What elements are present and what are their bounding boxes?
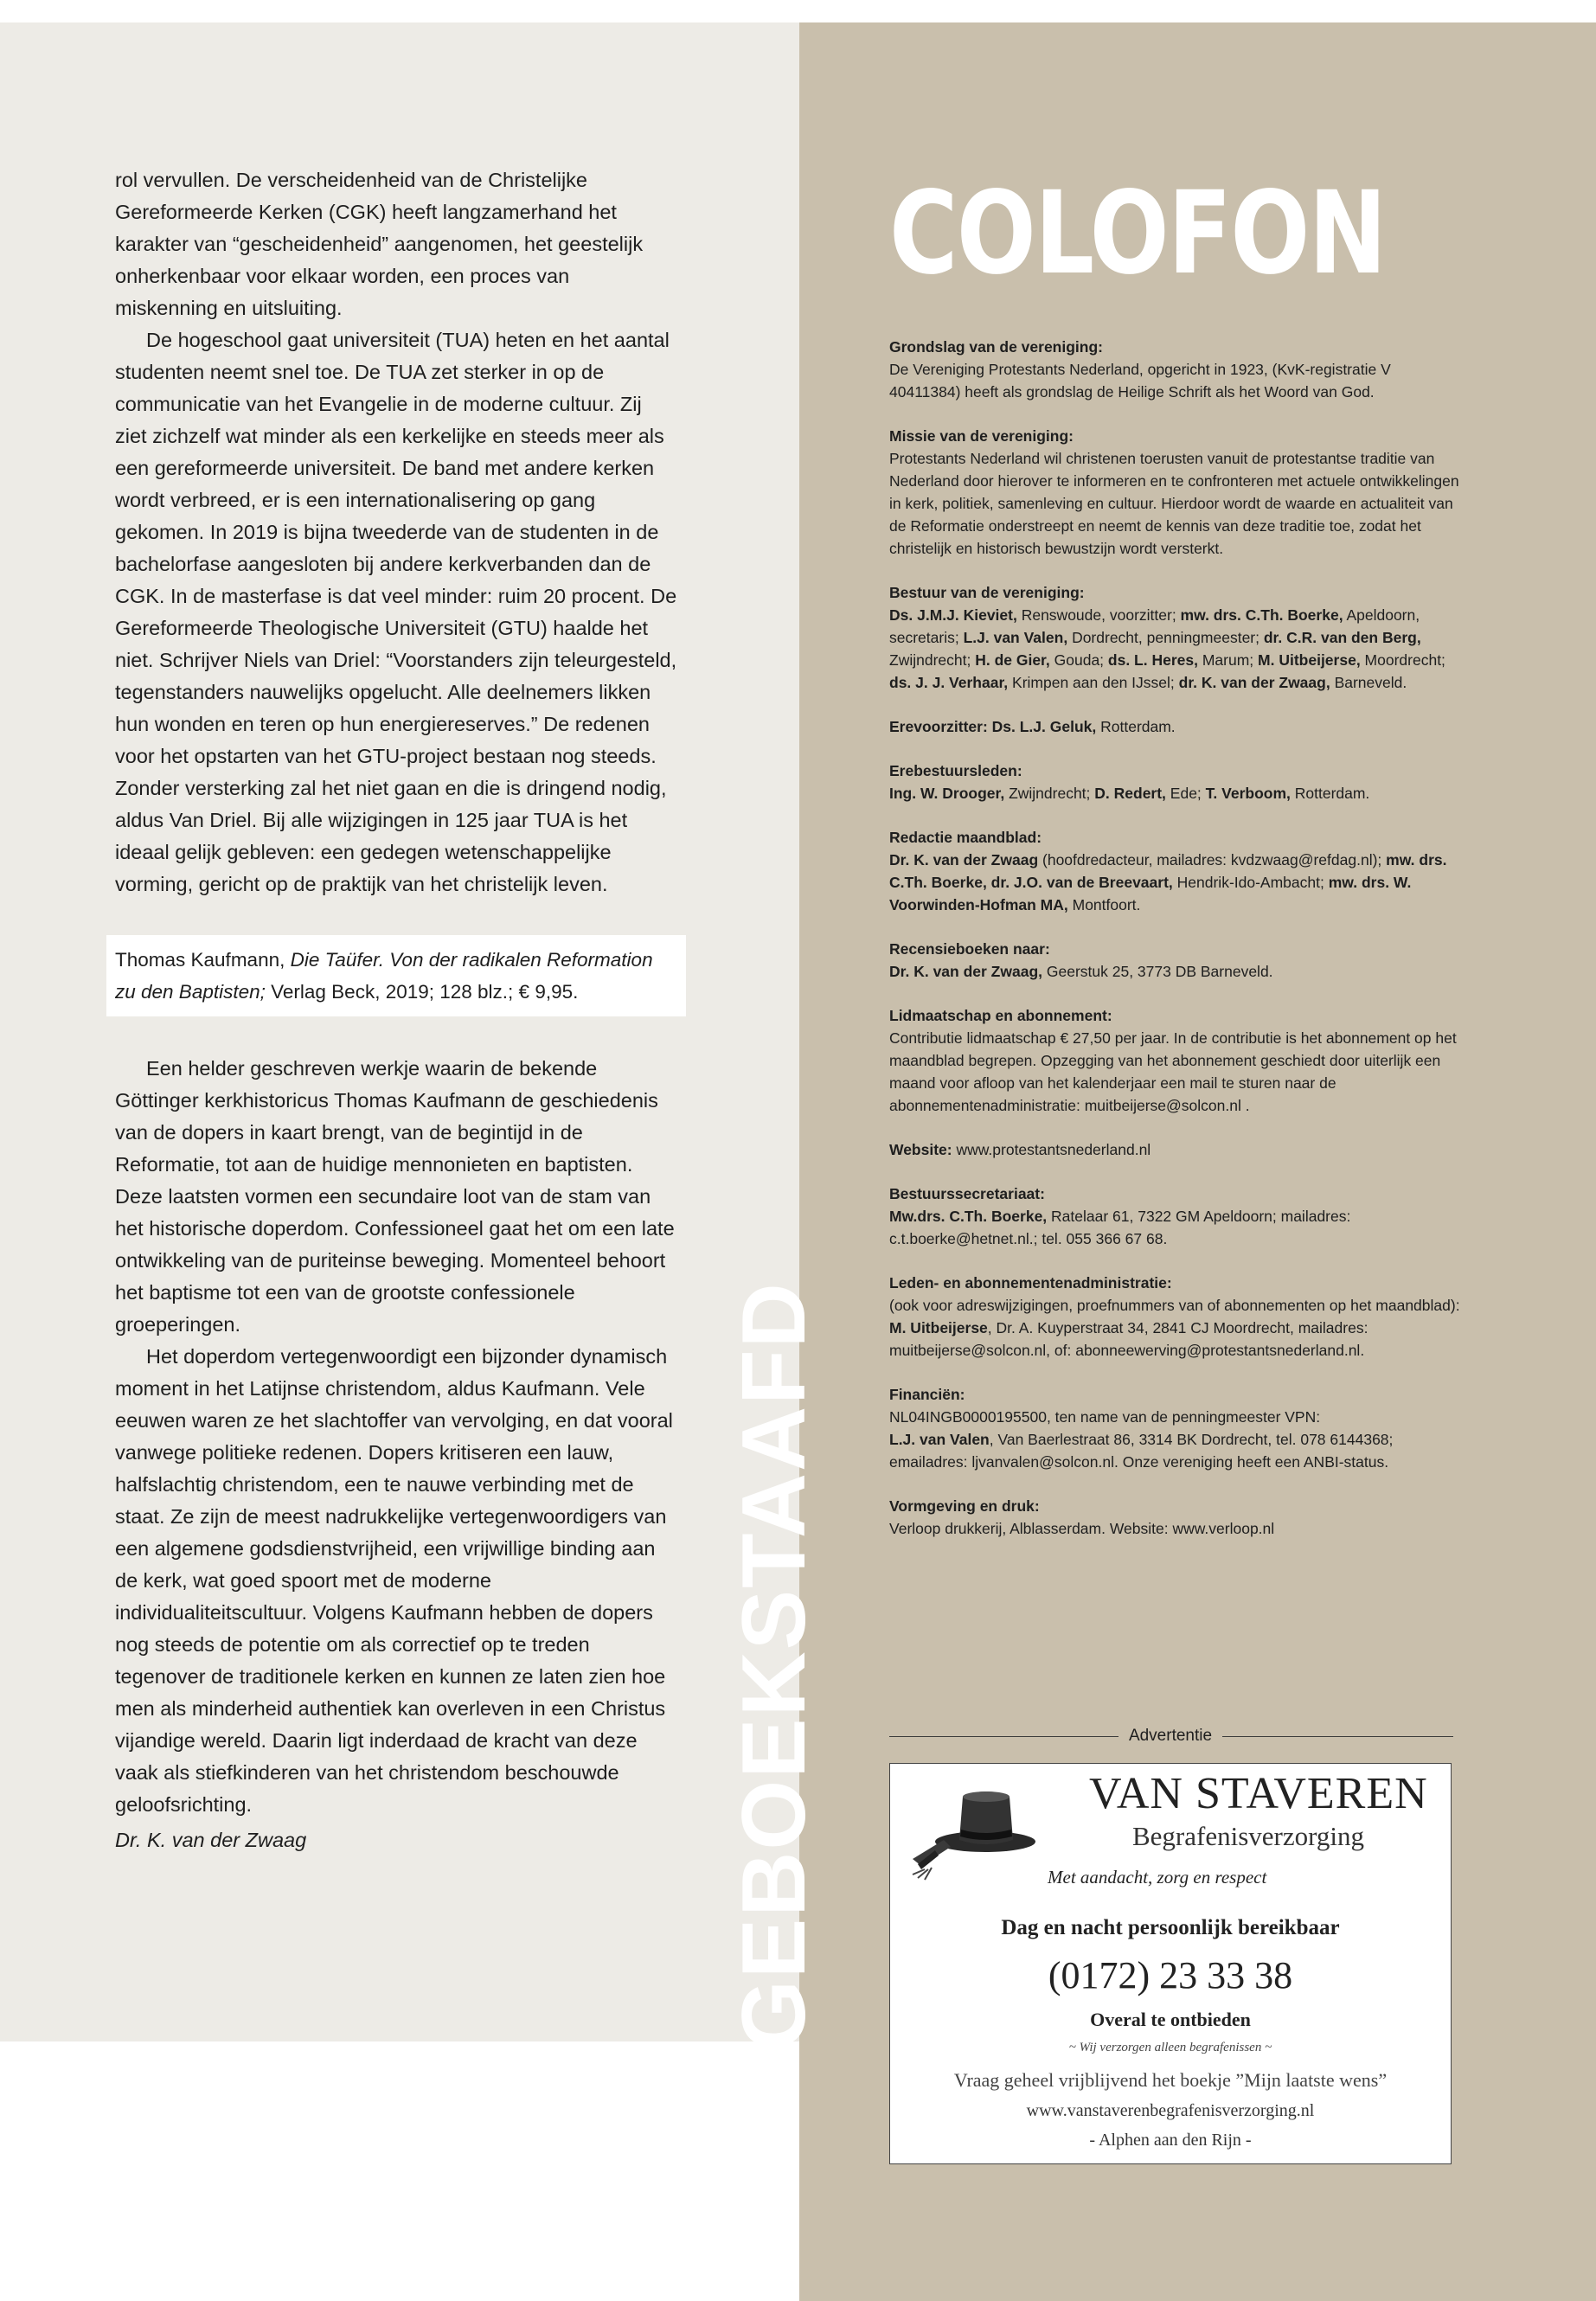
person-name: mw. drs. W. Voorwinden-Hofman MA, bbox=[889, 874, 1412, 913]
article-column bbox=[115, 164, 677, 1856]
book-author: Thomas Kaufmann, bbox=[115, 949, 291, 971]
article-paragraph: rol vervullen. De verscheidenheid van de Christelijke Gereformeerde Kerken (CGK) heeft langzamerhand het karakter van “gescheidenheid” aangenomen, het geestelijk onherkenbaar voor elkaar worden, een proces van miskenning en uitsluiting. bbox=[115, 169, 644, 319]
colofon-secretariaat bbox=[889, 1183, 1460, 1250]
colofon-grondslag bbox=[889, 336, 1460, 403]
person-name: Ds. L.J. Geluk, bbox=[991, 718, 1097, 735]
colofon-redactie bbox=[889, 826, 1460, 916]
person-name: L.J. van Valen, bbox=[963, 629, 1068, 646]
person-details: Montfoort. bbox=[1067, 896, 1141, 913]
person-name: Dr. K. van der Zwaag bbox=[889, 851, 1039, 868]
person-name: Ing. W. Drooger, bbox=[889, 785, 1005, 802]
person-name: dr. C.R. van den Berg, bbox=[1263, 629, 1421, 646]
section-heading: Vormgeving en druk: bbox=[889, 1497, 1040, 1515]
advertisement-label: Advertentie bbox=[1128, 1727, 1213, 1745]
review-signature: Dr. K. van der Zwaag bbox=[115, 1829, 307, 1851]
colofon-druk bbox=[889, 1495, 1460, 1540]
person-name: mw. drs. C.Th. Boerke, dr. J.O. van de Breevaart, bbox=[889, 851, 1447, 891]
section-heading: Grondslag van de vereniging: bbox=[889, 338, 1103, 356]
availability-text: Dag en nacht persoonlijk bereikbaar bbox=[1001, 1916, 1340, 1939]
service-note: ~ Wij verzorgen alleen begrafenissen ~ bbox=[1068, 2041, 1272, 2054]
review-paragraph: Het doperdom vertegenwoordigt een bijzonder dynamisch moment in het Latijnse christendom, aldus Kaufmann. Vele eeuwen waren ze het slachtoffer van vervolging, en dat vooral vanwege politieke redenen. Dopers kritiseren een lauw, halfslachtig christendom, een te nauwe verbinding met de staat. Ze zijn de meest nadrukkelijke vertegenwoordigers van een algemene godsdienstvrijheid, een vrijwillige binding aan de kerk, wat goed spoort met de moderne individualiteitscultuur. Volgens Kaufmann hebben de dopers nog steeds de potentie om als correctief op te treden tegenover de traditionele kerken en kunnen ze laten zien hoe men als minderheid authentiek kan overleven in een Christus vijandige wereld. Daarin ligt inderdaad de kracht van deze vaak als stiefkinderen van het christendom beschouwde geloofsrichting. bbox=[115, 1345, 673, 1816]
section-heading: Financiën: bbox=[889, 1386, 965, 1403]
person-details: Rotterdam. bbox=[1290, 785, 1370, 802]
section-heading: Leden- en abonnementenadministratie: bbox=[889, 1274, 1172, 1292]
person-name: Mw.drs. C.Th. Boerke, bbox=[889, 1208, 1048, 1225]
board-members bbox=[889, 606, 1445, 691]
divider bbox=[1222, 1736, 1453, 1737]
person-name: M. Uitbeijerse, bbox=[1258, 651, 1361, 669]
colofon-title: COLOFON bbox=[889, 167, 1386, 300]
section-text: Contributie lidmaatschap € 27,50 per jaar. In de contributie is het abonnement op het maandblad begrepen. Opzegging van het abonnement geschiedt door uiterlijk een maand voor afloop van het kalenderjaar een mail te sturen naar de abonnementenadministratie: muitbeijerse@solcon.nl . bbox=[889, 1029, 1457, 1114]
person-name: ds. L. Heres, bbox=[1107, 651, 1198, 669]
address: Geerstuk 25, 3773 DB Barneveld. bbox=[1042, 963, 1273, 980]
colofon bbox=[889, 336, 1460, 1561]
top-hat-icon bbox=[909, 1779, 1039, 1883]
section-heading: Lidmaatschap en abonnement: bbox=[889, 1007, 1112, 1024]
section-heading: Missie van de vereniging: bbox=[889, 427, 1074, 445]
person-details: Barneveld. bbox=[1330, 674, 1407, 691]
honorary-members bbox=[889, 785, 1369, 802]
colofon-lidmaatschap bbox=[889, 1004, 1460, 1117]
person-place: Rotterdam. bbox=[1096, 718, 1176, 735]
colofon-financien bbox=[889, 1383, 1460, 1473]
person-name: Ds. J.M.J. Kieviet, bbox=[889, 606, 1017, 624]
advertisement bbox=[889, 1763, 1452, 2164]
section-heading: Erevoorzitter: bbox=[889, 718, 992, 735]
section-heading: Recensieboeken naar: bbox=[889, 940, 1050, 958]
person-details: Moordrecht; bbox=[1360, 651, 1445, 669]
address: , Van Baerlestraat 86, 3314 BK Dordrecht, tel. 078 6144368; emailadres: ljvanvalen@solcon.nl. Onze vereniging heeft een ANBI-status. bbox=[889, 1431, 1394, 1471]
person-name: H. de Gier, bbox=[975, 651, 1050, 669]
advertisement-label-row bbox=[889, 1723, 1453, 1749]
person-details: Renswoude, voorzitter; bbox=[1016, 606, 1181, 624]
colofon-bestuur bbox=[889, 581, 1460, 694]
person-details: Dordrecht, penningmeester; bbox=[1067, 629, 1264, 646]
bank-account: NL04INGB0000195500, ten name van de penningmeester VPN: bbox=[889, 1408, 1321, 1426]
section-text: De Vereniging Protestants Nederland, opgericht in 1923, (KvK-registratie V 40411384) heeft als grondslag de Heilige Schrift als het Woord van God. bbox=[889, 361, 1391, 401]
person-name: M. Uitbeijerse bbox=[889, 1319, 988, 1336]
advertiser-location: - Alphen aan den Rijn - bbox=[1089, 2131, 1252, 2150]
person-details: Apeldoorn, secretaris; bbox=[889, 606, 1420, 646]
section-heading: Website: bbox=[889, 1141, 957, 1158]
person-details: Krimpen aan den IJssel; bbox=[1008, 674, 1179, 691]
person-name: ds. J. J. Verhaar, bbox=[889, 674, 1009, 691]
website-link[interactable]: www.protestantsnederland.nl bbox=[956, 1141, 1151, 1158]
person-details: Marum; bbox=[1197, 651, 1259, 669]
person-name: mw. drs. C.Th. Boerke, bbox=[1180, 606, 1343, 624]
colofon-erebestuur bbox=[889, 760, 1460, 804]
colofon-website bbox=[889, 1138, 1460, 1161]
section-heading: Erebestuursleden: bbox=[889, 762, 1022, 779]
advertiser-subtitle: Begrafenisverzorging bbox=[1132, 1821, 1364, 1851]
section-heading: Bestuur van de vereniging: bbox=[889, 584, 1085, 601]
address: , Dr. A. Kuyperstraat 34, 2841 CJ Moordrecht, mailadres: muitbeijerse@solcon.nl, of: abonneewerving@protestantsnederland.nl. bbox=[889, 1319, 1368, 1359]
book-reference-box bbox=[106, 935, 686, 1016]
advertiser-name: VAN STAVEREN bbox=[1089, 1769, 1428, 1818]
address: Ratelaar 61, 7322 GM Apeldoorn; mailadres: c.t.boerke@hetnet.nl.; tel. 055 366 67 68. bbox=[889, 1208, 1351, 1247]
editorial-members bbox=[889, 851, 1446, 913]
advertiser-website[interactable]: www.vanstaverenbegrafenisverzorging.nl bbox=[1026, 2101, 1315, 2120]
section-text: Protestants Nederland wil christenen toerusten vanuit de protestantse traditie van Nederland door hierover te informeren en te confronteren met actuele ontwikkelingen in kerk, politiek, samenleving en cultuur. Hierdoor wordt de waarde en actualiteit van de Reformatie onderstreept en neemt de kennis van deze traditie toe, zodat het christelijk en historisch bewustzijn wordt versterkt. bbox=[889, 450, 1459, 557]
colofon-recensie bbox=[889, 938, 1460, 983]
person-name: dr. K. van der Zwaag, bbox=[1178, 674, 1330, 691]
book-info: Verlag Beck, 2019; 128 blz.; € 9,95. bbox=[265, 981, 579, 1003]
person-details: (hoofdredacteur, mailadres: kvdzwaag@refdag.nl); bbox=[1038, 851, 1387, 868]
section-note: (ook voor adreswijzigingen, proefnummers van of abonnementen op het maandblad): bbox=[889, 1297, 1460, 1314]
divider bbox=[889, 1736, 1118, 1737]
person-details: Ede; bbox=[1165, 785, 1206, 802]
colofon-erevoorzitter bbox=[889, 715, 1460, 738]
person-name: L.J. van Valen bbox=[889, 1431, 990, 1448]
section-label-text: GEBOEKSTAAFD bbox=[724, 1281, 824, 2050]
person-details: Gouda; bbox=[1049, 651, 1108, 669]
article-paragraph: De hogeschool gaat universiteit (TUA) heten en het aantal studenten neemt snel toe. De TUA zet sterker in op de communicatie van het Evangelie in de moderne cultuur. Zij ziet zichzelf wat minder als een kerkelijke en steeds meer als een gereformeerde universiteit. De band met andere kerken wordt verbreed, er is een internationalisering op gang gekomen. In 2019 is bijna tweederde van de studenten in de bachelorfase aangesloten bij andere kerkverbanden dan de CGK. In de masterfase is dat veel minder: ruim 20 procent. De Gereformeerde Theologische Universiteit (GTU) haalde het niet. Schrijver Niels van Driel: “Voorstanders zijn teleurgesteld, tegenstanders nauwelijks opgelucht. Alle deelnemers likken hun wonden en teren op hun energiereserves.” De redenen voor het opstarten van het GTU-project bestaan nog steeds. Zonder versterking zal het niet gaan en die is dringend nodig, aldus Van Driel. Bij alle wijzigingen in 125 jaar TUA is het ideaal gelijk gebleven: een gedegen wetenschappelijke vorming, gericht op de praktijk van het christelijk leven. bbox=[115, 329, 677, 895]
colofon-ledenadministratie bbox=[889, 1272, 1460, 1362]
phone-number: (0172) 23 33 38 bbox=[1048, 1954, 1293, 1997]
person-name: Dr. K. van der Zwaag, bbox=[889, 963, 1042, 980]
person-details: Zwijndrecht; bbox=[889, 651, 976, 669]
section-heading: Bestuurssecretariaat: bbox=[889, 1185, 1045, 1202]
booklet-offer: Vraag geheel vrijblijvend het boekje ”Mijn laatste wens” bbox=[953, 2069, 1388, 2091]
person-name: T. Verboom, bbox=[1205, 785, 1291, 802]
section-text: Verloop drukkerij, Alblasserdam. Website: www.verloop.nl bbox=[889, 1520, 1275, 1537]
section-heading: Redactie maandblad: bbox=[889, 829, 1042, 846]
service-text: Overal te ontbieden bbox=[1090, 2009, 1251, 2030]
book-title: Die Taüfer. Von der radikalen Reformation zu den Baptisten; bbox=[115, 949, 653, 1003]
colofon-missie bbox=[889, 425, 1460, 560]
review-paragraph: Een helder geschreven werkje waarin de bekende Göttinger kerkhistoricus Thomas Kaufmann de geschiedenis van de dopers in kaart brengt, van de begintijd in de Reformatie, tot aan de huidige mennonieten en baptisten. Deze laatsten vormen een secundaire loot van de stam van het historische doperdom. Confessioneel gaat het om een late ontwikkeling van de puriteinse beweging. Momenteel behoort het baptisme tot een van de grootste confessionele groeperingen. bbox=[115, 1057, 675, 1336]
person-name: D. Redert, bbox=[1094, 785, 1166, 802]
person-details: Hendrik-Ido-Ambacht; bbox=[1172, 874, 1329, 891]
advertiser-motto: Met aandacht, zorg en respect bbox=[1048, 1867, 1267, 1888]
person-details: Zwijndrecht; bbox=[1004, 785, 1095, 802]
